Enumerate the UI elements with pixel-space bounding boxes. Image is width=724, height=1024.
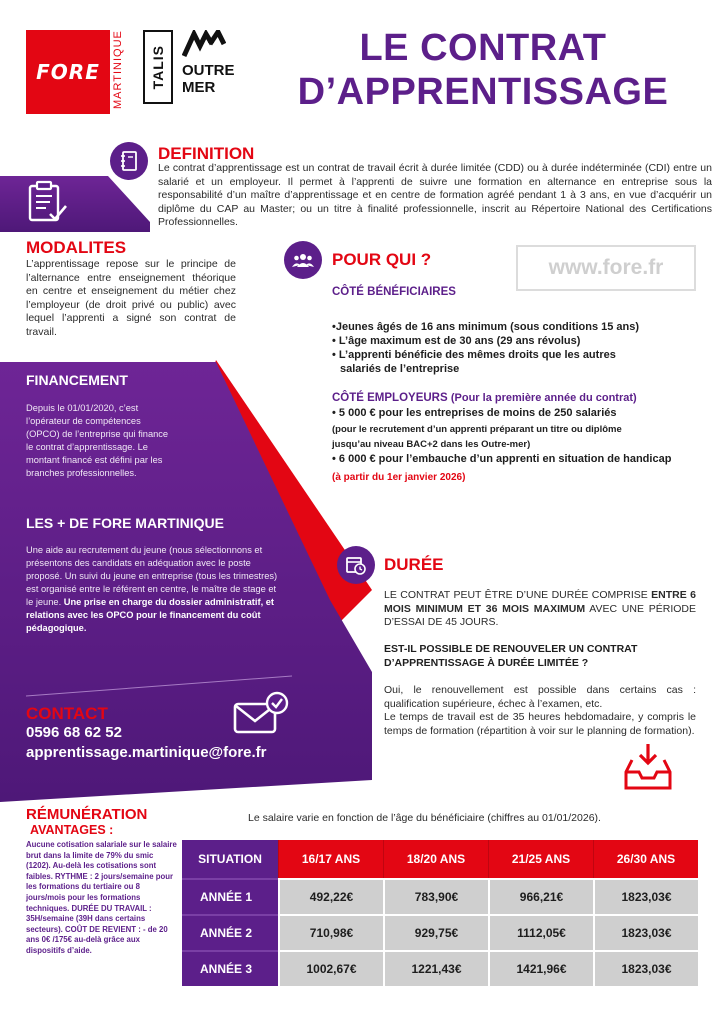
clipboard-check-icon [24, 180, 70, 226]
avantages-text: Aucune cotisation salariale sur le salaire brut dans la limite de 79% du smic (1202). Au-delà les cotisations sont faibles. RYTHME : 2 jours/semaine pour les formations du tertiaire ou 8 jours/mois pour les formations techniques. DURÉE DU TRAVAIL : 35H/semaine (39H dans certains secteurs). COÛT DE REVIENT : - de 20 ans 0€ /175€ au-delà grâce aux dispositifs d’aide. [26, 840, 177, 955]
table-cell: 1823,03€ [593, 950, 698, 986]
table-cell: 783,90€ [383, 878, 488, 914]
duree-answer-line1: Oui, le renouvellement est possible dans certains cas : qualification supérieure, échec à l’examen, etc. [384, 684, 696, 710]
table-row-label: ANNÉE 1 [182, 878, 278, 914]
fore-subtitle: MARTINIQUE [112, 30, 124, 110]
talis-text: TALIS [150, 44, 166, 90]
plus-fore-body: Une aide au recrutement du jeune (nous sélectionnons et présentons des candidats en adéquation avec le poste proposé. Un suivi du jeune en entreprise (tous les trimestres) est organisé entre le référent en centre, le maître de stage et le jeune. [26, 545, 278, 607]
table-header-cell: 26/30 ANS [593, 840, 698, 878]
employeurs-block [332, 392, 712, 483]
beneficiaire-item: • L’âge maximum est de 30 ans (29 ans révolus) [332, 335, 581, 347]
table-header-cell: SITUATION [182, 840, 278, 878]
employeur-date: (à partir du 1er janvier 2026) [332, 472, 466, 483]
plus-fore-bold: Une prise en charge du dossier administratif, et relations avec les OPCO pour le financement du coût pédagogique. [26, 597, 275, 633]
table-cell: 1221,43€ [383, 950, 488, 986]
table-cell: 966,21€ [488, 878, 593, 914]
pour-qui-title: POUR QUI ? [332, 250, 432, 269]
table-header-row [182, 840, 698, 878]
duree-text [384, 589, 696, 630]
duree-question: EST-IL POSSIBLE DE RENOUVELER UN CONTRAT D’APPRENTISSAGE À DURÉE LIMITÉE ? [384, 643, 638, 669]
beneficiaires-list [332, 320, 712, 376]
beneficiaires-title: CÔTÉ BÉNÉFICIAIRES [332, 286, 456, 298]
outremer-line1: OUTRE [182, 62, 235, 79]
table-row-label: ANNÉE 3 [182, 950, 278, 986]
calendar-clock-icon [337, 546, 375, 584]
table-cell: 1112,05€ [488, 914, 593, 950]
duree-text-post: AVEC UNE PÉRIODE D’ESSAI DE 45 JOURS. [384, 602, 696, 628]
employeur-line: • 6 000 € pour l’embauche d’un apprenti en situation de handicap [332, 453, 672, 465]
duree-text-pre: LE CONTRAT PEUT ÊTRE D’UNE DURÉE COMPRISE [384, 589, 652, 601]
employeurs-title: CÔTÉ EMPLOYEURS [332, 392, 448, 404]
notebook-icon [110, 142, 148, 180]
inbox-download-icon [622, 742, 674, 792]
remuneration-title: RÉMUNÉRATION [26, 806, 148, 823]
modalites-title: MODALITES [26, 238, 127, 257]
table-cell: 710,98€ [278, 914, 383, 950]
plus-fore-title: LES + DE FORE MARTINIQUE [26, 515, 224, 531]
title-line1: LE CONTRAT [359, 27, 607, 69]
table-cell: 929,75€ [383, 914, 488, 950]
mail-check-icon [232, 690, 292, 736]
duree-answer [384, 684, 696, 738]
table-row-label: ANNÉE 2 [182, 914, 278, 950]
beneficiaire-item: salariés de l’entreprise [340, 363, 460, 375]
financement-text: Depuis le 01/01/2020, c’est l’opérateur de compétences (OPCO) de l’entreprise qui finance le contrat d’apprentissage. Le montant financé est défini par les branches professionnelles. [26, 403, 169, 478]
table-cell: 492,22€ [278, 878, 383, 914]
table-cell: 1421,96€ [488, 950, 593, 986]
table-cell: 1823,03€ [593, 914, 698, 950]
salary-table-grid [182, 840, 698, 986]
duree-answer-line2: Le temps de travail est de 35 heures hebdomadaire, y compris le temps de formation (répartition à voir sur le planning de formation). [384, 711, 696, 737]
table-cell: 1823,03€ [593, 878, 698, 914]
employeur-line: • 5 000 € pour les entreprises de moins de 250 salariés [332, 407, 617, 419]
table-header-cell: 18/20 ANS [383, 840, 488, 878]
avantages-title: AVANTAGES : [30, 823, 114, 837]
definition-band [0, 176, 150, 232]
contact-phone[interactable]: 0596 68 62 52 [26, 724, 122, 741]
table-row [182, 878, 698, 914]
financement-title: FINANCEMENT [26, 372, 128, 388]
contact-title: CONTACT [26, 704, 108, 723]
plus-fore-text [26, 544, 284, 635]
employeur-line: jusqu’au niveau BAC+2 dans les Outre-mer) [332, 439, 531, 450]
people-group-icon [284, 241, 322, 279]
fore-logo: FORE [26, 30, 110, 114]
table-header-cell: 16/17 ANS [278, 840, 383, 878]
website-link[interactable]: www.fore.fr [548, 256, 664, 279]
beneficiaire-item: •Jeunes âgés de 16 ans minimum (sous conditions 15 ans) [332, 321, 640, 333]
employeurs-note: (Pour la première année du contrat) [450, 392, 637, 404]
table-row [182, 914, 698, 950]
salary-table [182, 840, 698, 986]
title-line2: D’APPRENTISSAGE [297, 71, 669, 113]
duree-text-bold: ENTRE 6 MOIS MINIMUM ET 36 MOIS MAXIMUM [384, 589, 696, 615]
table-header-cell: 21/25 ANS [488, 840, 593, 878]
modalites-text: L’apprentissage repose sur le principe de l’alternance entre enseignement théorique en centre et enseignement du métier chez l’employeur (de droit privé ou public) avec lequel l’apprenti a signé son contrat de travail. [26, 258, 236, 338]
contact-email[interactable]: apprentissage.martinique@fore.fr [26, 744, 267, 761]
employeur-line: (pour le recrutement d’un apprenti préparant un titre ou diplôme [332, 424, 622, 435]
website-box[interactable] [516, 245, 696, 291]
table-row [182, 950, 698, 986]
outremer-line2: MER [182, 79, 216, 96]
remuneration-caption: Le salaire varie en fonction de l’âge du bénéficiaire (chiffres au 01/01/2026). [248, 812, 601, 824]
duree-title: DURÉE [384, 555, 444, 574]
table-cell: 1002,67€ [278, 950, 383, 986]
definition-text: Le contrat d’apprentissage est un contrat de travail écrit à durée limitée (CDD) ou à durée indéterminée (CDI) entre un salarié et un employeur. Il permet à l’apprenti de suivre une formation en alternance en entreprise sous la responsabilité d’un maître d’apprentissage et en centre de formation agréé pendant 1 à 3 ans, en vue d’acquérir un diplôme du CAP au Master; ou un titre à finalité professionnelle, inscrit au Répertoire National des Certifications Professionnelles. [158, 162, 712, 228]
beneficiaire-item: • L’apprenti bénéficie des mêmes droits que les autres [332, 349, 616, 361]
definition-title: DEFINITION [158, 144, 255, 163]
